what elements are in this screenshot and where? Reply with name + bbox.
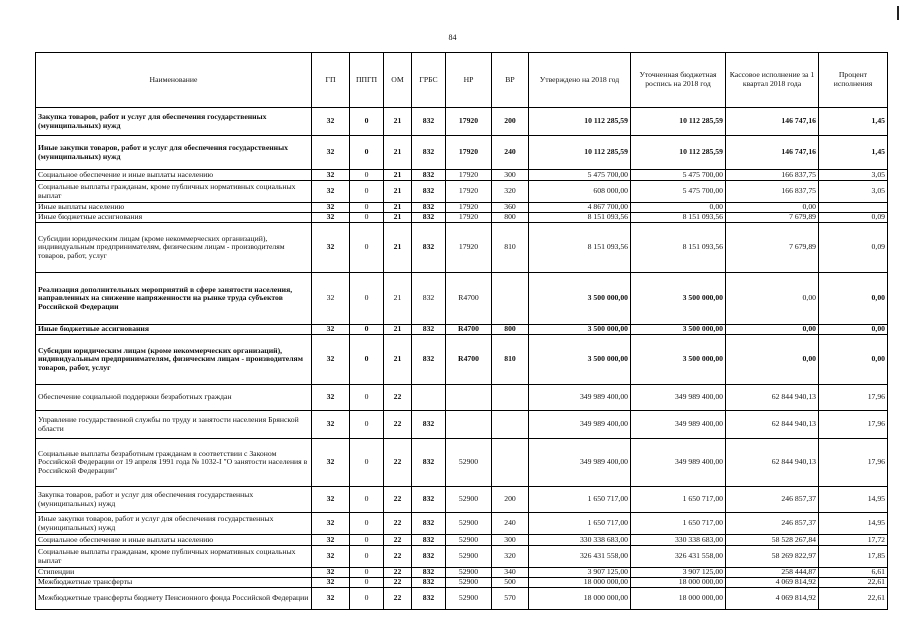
table-row: [36, 181, 888, 203]
cell-approved: 4 867 700,00: [529, 203, 631, 213]
cell-name: Социальные выплаты гражданам, кроме публичных нормативных социальных выплат: [36, 546, 312, 568]
cell-gp: 32: [312, 546, 350, 568]
cell-ppgp: 0: [350, 223, 384, 273]
cell-gp: 32: [312, 335, 350, 385]
cell-revised: 8 151 093,56: [631, 223, 726, 273]
cell-vr: 300: [492, 170, 529, 181]
cell-ppgp: 0: [350, 335, 384, 385]
cell-gp: 32: [312, 487, 350, 513]
cell-nr: 52900: [446, 578, 492, 588]
cell-cash: 166 837,75: [726, 181, 819, 203]
cell-vr: 300: [492, 535, 529, 546]
cell-name: Обеспечение социальной поддержки безработных граждан: [36, 385, 312, 411]
cell-ppgp: 0: [350, 385, 384, 411]
cell-gp: 32: [312, 223, 350, 273]
cell-approved: 10 112 285,59: [529, 136, 631, 170]
cell-ppgp: 0: [350, 568, 384, 578]
cell-ppgp: 0: [350, 273, 384, 325]
cell-approved: 8 151 093,56: [529, 223, 631, 273]
cell-approved: 349 989 400,00: [529, 385, 631, 411]
header-name: Наименование: [36, 53, 312, 108]
cell-nr: 52900: [446, 439, 492, 487]
cell-gp: 32: [312, 108, 350, 136]
cell-vr: 320: [492, 181, 529, 203]
cell-gp: 32: [312, 578, 350, 588]
cell-revised: 10 112 285,59: [631, 136, 726, 170]
cell-approved: 1 650 717,00: [529, 513, 631, 535]
cell-ppgp: 0: [350, 513, 384, 535]
cell-percent: 14,95: [819, 487, 888, 513]
cell-vr: 570: [492, 588, 529, 610]
cell-nr: 17920: [446, 170, 492, 181]
cell-ppgp: 0: [350, 136, 384, 170]
cell-name: Иные выплаты населению: [36, 203, 312, 213]
cell-vr: [492, 273, 529, 325]
header-om: ОМ: [384, 53, 412, 108]
cell-vr: 800: [492, 325, 529, 335]
cell-nr: 17920: [446, 223, 492, 273]
cell-approved: 349 989 400,00: [529, 411, 631, 439]
cell-name: Субсидии юридическим лицам (кроме некоммерческих организаций), индивидуальным предпринимателям, физическим лицам - производителям товаров, работ, услуг: [36, 335, 312, 385]
cell-name: Иные бюджетные ассигнования: [36, 325, 312, 335]
cell-om: 21: [384, 136, 412, 170]
cell-name: Субсидии юридическим лицам (кроме некоммерческих организаций), индивидуальным предпринимателям, физическим лицам - производителям товаров, работ, услуг: [36, 223, 312, 273]
cell-nr: R4700: [446, 325, 492, 335]
cell-gp: 32: [312, 325, 350, 335]
table-row: [36, 108, 888, 136]
table-row: [36, 223, 888, 273]
cell-om: 22: [384, 411, 412, 439]
cell-gp: 32: [312, 411, 350, 439]
cell-nr: 52900: [446, 568, 492, 578]
cell-approved: 1 650 717,00: [529, 487, 631, 513]
cell-grbs: 832: [412, 411, 446, 439]
cell-grbs: 832: [412, 335, 446, 385]
table-body: [36, 108, 888, 610]
cell-percent: 22,61: [819, 578, 888, 588]
cell-nr: 52900: [446, 513, 492, 535]
cell-ppgp: 0: [350, 578, 384, 588]
cell-revised: 3 500 000,00: [631, 325, 726, 335]
cell-gp: 32: [312, 273, 350, 325]
cell-name: Иные закупки товаров, работ и услуг для обеспечения государственных (муниципальных) нужд: [36, 513, 312, 535]
cell-grbs: 832: [412, 535, 446, 546]
cell-vr: 810: [492, 223, 529, 273]
cell-cash: 62 844 940,13: [726, 439, 819, 487]
cell-nr: 52900: [446, 546, 492, 568]
table-row: [36, 546, 888, 568]
cell-grbs: 832: [412, 588, 446, 610]
cell-nr: R4700: [446, 273, 492, 325]
cell-cash: 4 069 814,92: [726, 588, 819, 610]
cell-revised: 0,00: [631, 203, 726, 213]
header-grbs: ГРБС: [412, 53, 446, 108]
cell-name: Социальное обеспечение и иные выплаты населению: [36, 170, 312, 181]
cell-vr: 240: [492, 136, 529, 170]
cell-approved: 3 500 000,00: [529, 335, 631, 385]
cell-om: 22: [384, 513, 412, 535]
cell-cash: 166 837,75: [726, 170, 819, 181]
cell-cash: 7 679,89: [726, 213, 819, 223]
cell-nr: 52900: [446, 487, 492, 513]
cell-name: Реализация дополнительных мероприятий в сфере занятости населения, направленных на снижение напряженности на рынке труда субъектов Российской Федерации: [36, 273, 312, 325]
cell-name: Межбюджетные трансферты бюджету Пенсионного фонда Российской Федерации: [36, 588, 312, 610]
cell-vr: 200: [492, 108, 529, 136]
cell-approved: 3 907 125,00: [529, 568, 631, 578]
cell-approved: 5 475 700,00: [529, 170, 631, 181]
cell-percent: 0,09: [819, 213, 888, 223]
cell-grbs: 832: [412, 181, 446, 203]
header-vr: ВР: [492, 53, 529, 108]
cell-name: Иные закупки товаров, работ и услуг для обеспечения государственных (муниципальных) нужд: [36, 136, 312, 170]
cell-om: 21: [384, 325, 412, 335]
cell-gp: 32: [312, 170, 350, 181]
scan-edge-mark: [897, 6, 899, 20]
cell-om: 21: [384, 335, 412, 385]
cell-gp: 32: [312, 439, 350, 487]
cell-percent: 22,61: [819, 588, 888, 610]
cell-cash: 146 747,16: [726, 108, 819, 136]
page-number: 84: [448, 33, 457, 42]
cell-approved: 18 000 000,00: [529, 578, 631, 588]
cell-percent: 14,95: [819, 513, 888, 535]
table-row: [36, 568, 888, 578]
cell-revised: 18 000 000,00: [631, 588, 726, 610]
cell-ppgp: 0: [350, 588, 384, 610]
cell-grbs: 832: [412, 578, 446, 588]
header-ppgp: ППГП: [350, 53, 384, 108]
cell-gp: 32: [312, 136, 350, 170]
cell-gp: 32: [312, 535, 350, 546]
table-header-row: [36, 53, 888, 108]
table-row: [36, 170, 888, 181]
header-percent: Процент исполнения: [819, 53, 888, 108]
table-row: [36, 213, 888, 223]
cell-revised: 3 500 000,00: [631, 335, 726, 385]
cell-grbs: 832: [412, 513, 446, 535]
cell-nr: 17920: [446, 203, 492, 213]
table-row: [36, 535, 888, 546]
cell-vr: 240: [492, 513, 529, 535]
cell-revised: 349 989 400,00: [631, 439, 726, 487]
header-revised: Уточненная бюджетная роспись на 2018 год: [631, 53, 726, 108]
cell-ppgp: 0: [350, 181, 384, 203]
header-gp: ГП: [312, 53, 350, 108]
cell-revised: 5 475 700,00: [631, 170, 726, 181]
cell-cash: 7 679,89: [726, 223, 819, 273]
cell-ppgp: 0: [350, 213, 384, 223]
cell-cash: 62 844 940,13: [726, 385, 819, 411]
cell-grbs: 832: [412, 223, 446, 273]
cell-revised: 1 650 717,00: [631, 487, 726, 513]
cell-grbs: [412, 385, 446, 411]
cell-grbs: 832: [412, 325, 446, 335]
cell-nr: 17920: [446, 213, 492, 223]
cell-approved: 608 000,00: [529, 181, 631, 203]
cell-percent: 0,00: [819, 273, 888, 325]
cell-percent: 17,85: [819, 546, 888, 568]
cell-om: 21: [384, 203, 412, 213]
cell-cash: 58 528 267,84: [726, 535, 819, 546]
cell-percent: 17,96: [819, 385, 888, 411]
cell-approved: 3 500 000,00: [529, 273, 631, 325]
cell-percent: 0,09: [819, 223, 888, 273]
cell-approved: 3 500 000,00: [529, 325, 631, 335]
cell-percent: 0,00: [819, 335, 888, 385]
cell-nr: 52900: [446, 535, 492, 546]
cell-ppgp: 0: [350, 203, 384, 213]
cell-vr: 340: [492, 568, 529, 578]
cell-grbs: 832: [412, 546, 446, 568]
cell-grbs: 832: [412, 439, 446, 487]
cell-name: Социальные выплаты гражданам, кроме публичных нормативных социальных выплат: [36, 181, 312, 203]
cell-percent: 3,05: [819, 170, 888, 181]
cell-revised: 330 338 683,00: [631, 535, 726, 546]
cell-nr: [446, 385, 492, 411]
table-row: [36, 411, 888, 439]
cell-om: 22: [384, 385, 412, 411]
cell-revised: 8 151 093,56: [631, 213, 726, 223]
cell-om: 22: [384, 439, 412, 487]
cell-ppgp: 0: [350, 411, 384, 439]
cell-name: Стипендии: [36, 568, 312, 578]
cell-revised: 326 431 558,00: [631, 546, 726, 568]
cell-revised: 3 500 000,00: [631, 273, 726, 325]
cell-om: 21: [384, 273, 412, 325]
table-row: [36, 487, 888, 513]
table-row: [36, 513, 888, 535]
cell-ppgp: 0: [350, 170, 384, 181]
cell-revised: 349 989 400,00: [631, 411, 726, 439]
cell-name: Закупка товаров, работ и услуг для обеспечения государственных (муниципальных) нужд: [36, 487, 312, 513]
cell-name: Управление государственной службы по труду и занятости населения Брянской области: [36, 411, 312, 439]
table-row: [36, 439, 888, 487]
table-row: [36, 136, 888, 170]
cell-om: 21: [384, 108, 412, 136]
cell-grbs: 832: [412, 213, 446, 223]
cell-gp: 32: [312, 588, 350, 610]
cell-grbs: 832: [412, 273, 446, 325]
cell-om: 22: [384, 588, 412, 610]
table-row: [36, 385, 888, 411]
cell-vr: 320: [492, 546, 529, 568]
cell-nr: 52900: [446, 588, 492, 610]
cell-cash: 0,00: [726, 325, 819, 335]
cell-name: Межбюджетные трансферты: [36, 578, 312, 588]
cell-name: Закупка товаров, работ и услуг для обеспечения государственных (муниципальных) нужд: [36, 108, 312, 136]
cell-gp: 32: [312, 513, 350, 535]
cell-vr: 360: [492, 203, 529, 213]
cell-om: 21: [384, 213, 412, 223]
cell-om: 22: [384, 546, 412, 568]
cell-approved: 330 338 683,00: [529, 535, 631, 546]
cell-gp: 32: [312, 181, 350, 203]
cell-om: 21: [384, 223, 412, 273]
table-row: [36, 335, 888, 385]
cell-revised: 5 475 700,00: [631, 181, 726, 203]
cell-ppgp: 0: [350, 535, 384, 546]
cell-approved: 8 151 093,56: [529, 213, 631, 223]
cell-approved: 349 989 400,00: [529, 439, 631, 487]
cell-cash: 246 857,37: [726, 487, 819, 513]
cell-ppgp: 0: [350, 439, 384, 487]
cell-nr: R4700: [446, 335, 492, 385]
header-approved: Утверждено на 2018 год: [529, 53, 631, 108]
cell-ppgp: 0: [350, 487, 384, 513]
cell-percent: 0,00: [819, 325, 888, 335]
cell-name: Социальное обеспечение и иные выплаты населению: [36, 535, 312, 546]
cell-grbs: 832: [412, 487, 446, 513]
cell-vr: 200: [492, 487, 529, 513]
table-row: [36, 325, 888, 335]
cell-percent: 3,05: [819, 181, 888, 203]
cell-cash: 246 857,37: [726, 513, 819, 535]
cell-revised: 1 650 717,00: [631, 513, 726, 535]
cell-vr: 810: [492, 335, 529, 385]
cell-cash: 0,00: [726, 203, 819, 213]
header-cash: Кассовое исполнение за 1 квартал 2018 года: [726, 53, 819, 108]
cell-revised: 3 907 125,00: [631, 568, 726, 578]
cell-grbs: 832: [412, 568, 446, 578]
cell-nr: [446, 411, 492, 439]
cell-om: 22: [384, 578, 412, 588]
cell-percent: 6,61: [819, 568, 888, 578]
cell-ppgp: 0: [350, 325, 384, 335]
cell-vr: [492, 439, 529, 487]
cell-grbs: 832: [412, 203, 446, 213]
cell-percent: 17,96: [819, 411, 888, 439]
cell-cash: 0,00: [726, 335, 819, 385]
table-row: [36, 588, 888, 610]
cell-ppgp: 0: [350, 108, 384, 136]
cell-ppgp: 0: [350, 546, 384, 568]
cell-revised: 18 000 000,00: [631, 578, 726, 588]
cell-om: 22: [384, 487, 412, 513]
cell-vr: [492, 411, 529, 439]
cell-om: 21: [384, 181, 412, 203]
cell-om: 22: [384, 568, 412, 578]
cell-nr: 17920: [446, 136, 492, 170]
cell-approved: 10 112 285,59: [529, 108, 631, 136]
table-row: [36, 578, 888, 588]
cell-gp: 32: [312, 213, 350, 223]
cell-vr: [492, 385, 529, 411]
cell-gp: 32: [312, 203, 350, 213]
cell-percent: 1,45: [819, 108, 888, 136]
cell-cash: 0,00: [726, 273, 819, 325]
cell-gp: 32: [312, 568, 350, 578]
cell-om: 21: [384, 170, 412, 181]
cell-revised: 349 989 400,00: [631, 385, 726, 411]
header-nr: НР: [446, 53, 492, 108]
cell-nr: 17920: [446, 181, 492, 203]
cell-percent: [819, 203, 888, 213]
cell-revised: 10 112 285,59: [631, 108, 726, 136]
cell-percent: 17,96: [819, 439, 888, 487]
cell-name: Иные бюджетные ассигнования: [36, 213, 312, 223]
table-row: [36, 203, 888, 213]
cell-vr: 500: [492, 578, 529, 588]
cell-vr: 800: [492, 213, 529, 223]
cell-name: Социальные выплаты безработным гражданам в соответствии с Законом Российской Федерации от 19 апреля 1991 года № 1032-I "О занятости населения в Российской Федерации": [36, 439, 312, 487]
cell-grbs: 832: [412, 136, 446, 170]
cell-gp: 32: [312, 385, 350, 411]
cell-percent: 1,45: [819, 136, 888, 170]
cell-cash: 258 444,87: [726, 568, 819, 578]
budget-execution-table: [35, 52, 888, 610]
cell-grbs: 832: [412, 170, 446, 181]
cell-cash: 4 069 814,92: [726, 578, 819, 588]
cell-nr: 17920: [446, 108, 492, 136]
cell-approved: 326 431 558,00: [529, 546, 631, 568]
cell-cash: 58 269 822,97: [726, 546, 819, 568]
cell-grbs: 832: [412, 108, 446, 136]
table-row: [36, 273, 888, 325]
cell-approved: 18 000 000,00: [529, 588, 631, 610]
cell-percent: 17,72: [819, 535, 888, 546]
cell-cash: 62 844 940,13: [726, 411, 819, 439]
cell-om: 22: [384, 535, 412, 546]
cell-cash: 146 747,16: [726, 136, 819, 170]
